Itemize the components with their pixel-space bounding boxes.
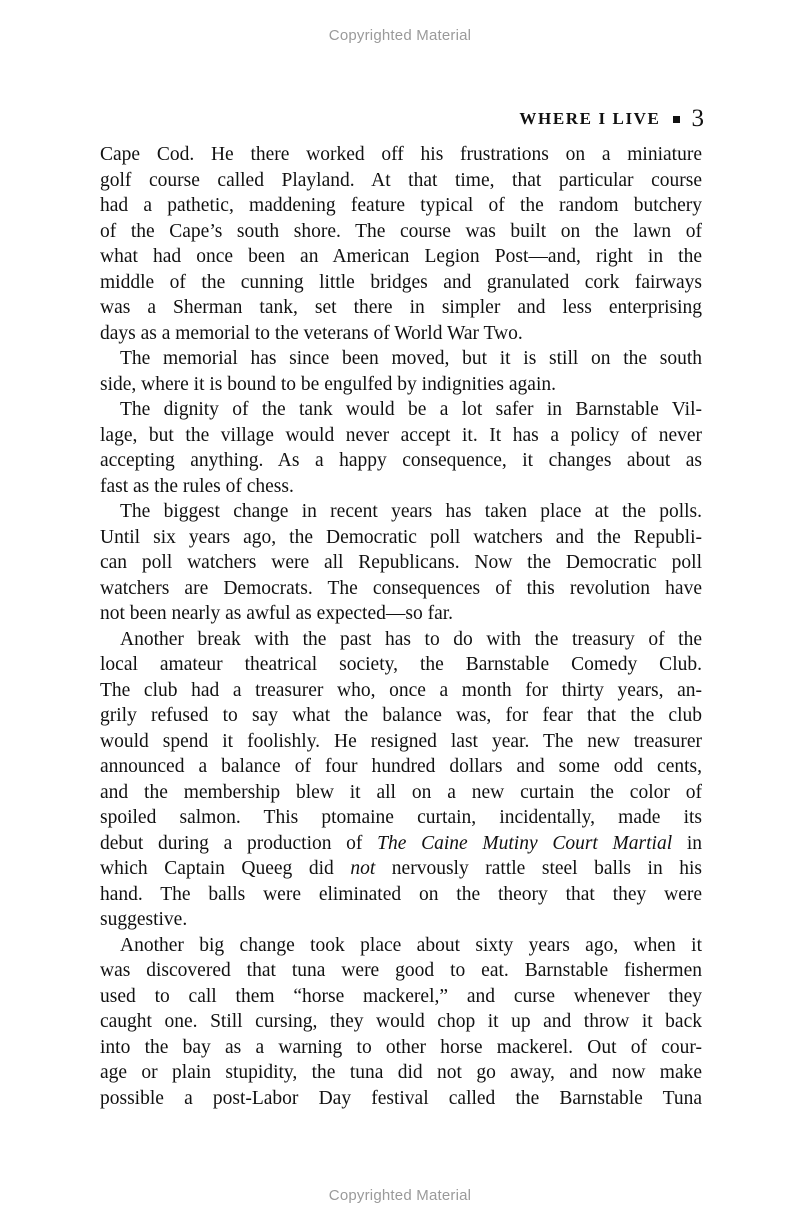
text-line: had a pathetic, maddening feature typical of the random butchery <box>100 195 702 216</box>
running-header <box>519 106 704 132</box>
text-line: and the membership blew it all on a new curtain the color of <box>100 781 702 803</box>
text-line: Until six years ago, the Democratic poll watchers and the Republi- <box>100 526 702 548</box>
text-line: Another break with the past has to do with the treasury of the <box>120 628 702 650</box>
text-line: used to call them “horse mackerel,” and curse whenever they <box>100 985 702 1007</box>
page-number: 3 <box>691 105 704 132</box>
text-line: fast as the rules of chess. <box>100 475 294 497</box>
text-line: not been nearly as awful as expected—so far. <box>100 603 454 624</box>
square-bullet-icon <box>673 116 680 123</box>
text-line: into the bay as a warning to other horse mackerel. Out of cour- <box>100 1036 702 1058</box>
text-line: The memorial has since been moved, but it is still on the south <box>120 348 702 369</box>
text-line: watchers are Democrats. The consequences of this revolution have <box>100 577 702 599</box>
text-line: accepting anything. As a happy consequence, it changes about as <box>100 450 702 471</box>
emphasis: not <box>350 858 376 879</box>
text-run: in <box>672 832 702 854</box>
text-line: caught one. Still cursing, they would chop it up and throw it back <box>100 1011 702 1032</box>
text-line: The biggest change in recent years has taken place at the polls. <box>120 501 702 522</box>
text-line: days as a memorial to the veterans of World War Two. <box>100 322 523 344</box>
text-line: possible a post-Labor Day festival called the Barnstable Tuna <box>100 1087 702 1109</box>
body-text <box>100 142 702 1111</box>
text-line: Cape Cod. He there worked off his frustrations on a miniature <box>100 144 702 165</box>
text-line: side, where it is bound to be engulfed by indignities again. <box>100 373 556 395</box>
text-line: was discovered that tuna were good to eat. Barnstable fishermen <box>100 960 702 981</box>
text-line: golf course called Playland. At that time, that particular course <box>100 169 702 191</box>
text-line: spoiled salmon. This ptomaine curtain, incidentally, made its <box>100 807 702 828</box>
play-title: The Caine Mutiny Court Martial <box>377 832 673 854</box>
text-line: Another big change took place about sixty years ago, when it <box>120 934 702 956</box>
text-line: can poll watchers were all Republicans. Now the Democratic poll <box>100 552 702 573</box>
text-line: lage, but the village would never accept it. It has a policy of never <box>100 424 702 446</box>
copyright-watermark-bottom: Copyrighted Material <box>328 1187 472 1204</box>
text-line: The dignity of the tank would be a lot safer in Barnstable Vil- <box>120 399 702 420</box>
text-line: The club had a treasurer who, once a month for thirty years, an- <box>100 679 702 701</box>
text-line <box>100 856 702 882</box>
text-line <box>100 831 702 857</box>
text-run: debut during a production of <box>100 832 378 854</box>
text-line: announced a balance of four hundred dollars and some odd cents, <box>100 756 702 777</box>
text-line: age or plain stupidity, the tuna did not go away, and now make <box>100 1062 702 1083</box>
copyright-watermark-top: Copyrighted Material <box>328 27 472 44</box>
text-run: which Captain Queeg did <box>100 858 351 879</box>
text-line: local amateur theatrical society, the Barnstable Comedy Club. <box>100 654 702 675</box>
running-header-title: WHERE I LIVE <box>519 109 661 128</box>
text-line: suggestive. <box>100 909 188 930</box>
text-run: nervously rattle steel balls in his <box>375 858 702 879</box>
text-line: was a Sherman tank, set there in simpler and less enterprising <box>100 297 702 318</box>
text-line: grily refused to say what the balance was, for fear that the club <box>100 705 702 726</box>
text-line: middle of the cunning little bridges and granulated cork fairways <box>100 271 702 293</box>
text-line: would spend it foolishly. He resigned last year. The new treasurer <box>100 730 702 752</box>
text-line: hand. The balls were eliminated on the theory that they were <box>100 883 702 905</box>
text-line: what had once been an American Legion Post—and, right in the <box>100 246 702 267</box>
text-line: of the Cape’s south shore. The course was built on the lawn of <box>100 220 702 242</box>
